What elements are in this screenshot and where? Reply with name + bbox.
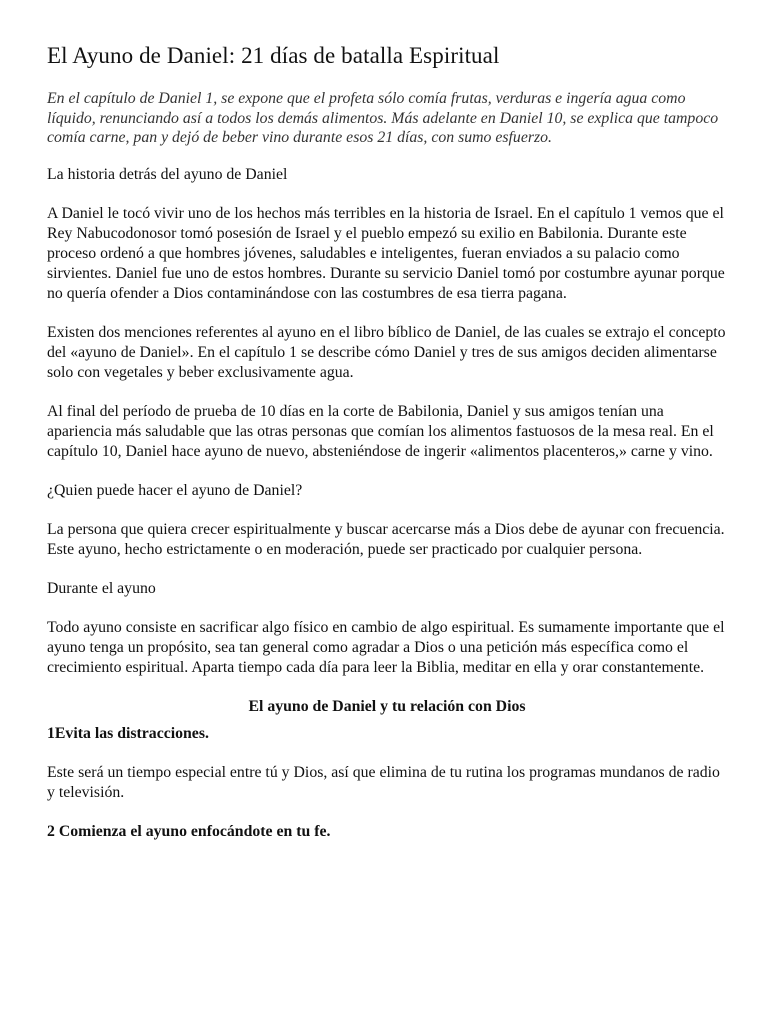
step-1-heading: 1Evita las distracciones. bbox=[47, 724, 209, 742]
step-2-heading: 2 Comienza el ayuno enfocándote en tu fe. bbox=[47, 822, 331, 840]
page-title: El Ayuno de Daniel: 21 días de batalla Espiritual bbox=[47, 43, 500, 68]
who-paragraph: La persona que quiera crecer espiritualmente y buscar acercarse más a Dios debe de ayunar con frecuencia. Este ayuno, hecho estrictamente o en moderación, puede ser practicado por cualquier persona. bbox=[47, 520, 725, 558]
history-paragraph-1: A Daniel le tocó vivir uno de los hechos más terribles en la historia de Israel. En el capítulo 1 vemos que el Rey Nabucodonosor tomó posesión de Israel y el pueblo empezó su exilio en Babilonia. Durante este proceso ordenó a que hombres jóvenes, saludables e inteligentes, fueran enviados a su palacio como sirvientes. Daniel fue uno de estos hombres. Durante su servicio Daniel tomó por costumbre ayunar porque no quería ofender a Dios contaminándose con las costumbres de esa tierra pagana. bbox=[47, 204, 725, 302]
relation-heading: El ayuno de Daniel y tu relación con Dios bbox=[248, 697, 526, 715]
during-heading: Durante el ayuno bbox=[47, 579, 156, 597]
history-heading: La historia detrás del ayuno de Daniel bbox=[47, 165, 288, 183]
who-heading: ¿Quien puede hacer el ayuno de Daniel? bbox=[47, 481, 303, 499]
history-paragraph-3: Al final del período de prueba de 10 días en la corte de Babilonia, Daniel y sus amigos tenían una apariencia más saludable que las otras personas que comían los alimentos fastuosos de la mesa real. En el capítulo 10, Daniel hace ayuno de nuevo, absteniéndose de ingerir «alimentos placenteros,» carne y vino. bbox=[47, 402, 714, 460]
history-paragraph-2: Existen dos menciones referentes al ayuno en el libro bíblico de Daniel, de las cuales se extrajo el concepto del «ayuno de Daniel». En el capítulo 1 se describe cómo Daniel y tres de sus amigos deciden alimentarse solo con vegetales y beber exclusivamente agua. bbox=[47, 323, 726, 381]
lead-paragraph: En el capítulo de Daniel 1, se expone que el profeta sólo comía frutas, verduras e ingería agua como líquido, renunciando así a todos los demás alimentos. Más adelante en Daniel 10, se explica que tampoco comía carne, pan y dejó de beber vino durante esos 21 días, con sumo esfuerzo. bbox=[47, 90, 719, 147]
step-1-paragraph: Este será un tiempo especial entre tú y Dios, así que elimina de tu rutina los programas mundanos de radio y televisión. bbox=[47, 763, 720, 801]
document-page bbox=[47, 42, 727, 842]
during-paragraph: Todo ayuno consiste en sacrificar algo físico en cambio de algo espiritual. Es sumamente importante que el ayuno tenga un propósito, sea tan general como agradar a Dios o una petición más específica como el crecimiento espiritual. Aparta tiempo cada día para leer la Biblia, meditar en ella y orar constantemente. bbox=[47, 618, 725, 676]
